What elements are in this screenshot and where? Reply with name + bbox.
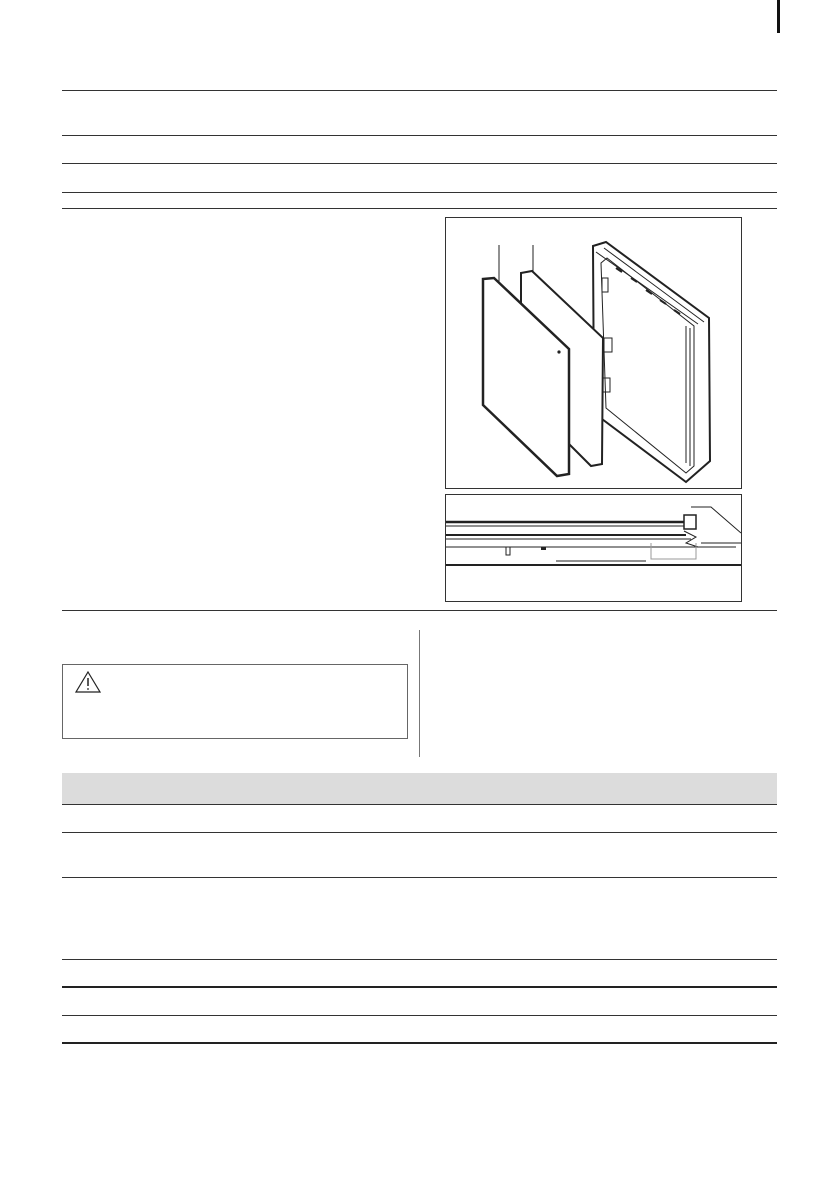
oven-door-glass-panes-icon	[446, 218, 741, 488]
door-seal-cross-section-icon	[446, 495, 741, 601]
table-row-divider	[62, 877, 777, 878]
table-row-divider	[62, 986, 777, 988]
table-row-divider	[62, 959, 777, 960]
warning-box	[62, 664, 408, 739]
divider	[62, 135, 777, 136]
table-row-divider	[62, 1015, 777, 1016]
page-edge-mark	[777, 0, 780, 33]
glass-seal-detail-figure	[445, 494, 742, 602]
table-row-divider	[62, 832, 777, 833]
table-row-divider	[62, 804, 777, 805]
table-header	[62, 773, 777, 804]
oven-door-glass-figure	[445, 217, 742, 489]
divider	[62, 90, 777, 91]
divider	[62, 163, 777, 164]
divider	[62, 192, 777, 193]
table-bottom-rule	[62, 1042, 777, 1044]
column-separator	[419, 630, 420, 757]
warning-triangle-icon	[75, 671, 101, 693]
divider	[62, 208, 777, 209]
divider	[62, 610, 777, 611]
